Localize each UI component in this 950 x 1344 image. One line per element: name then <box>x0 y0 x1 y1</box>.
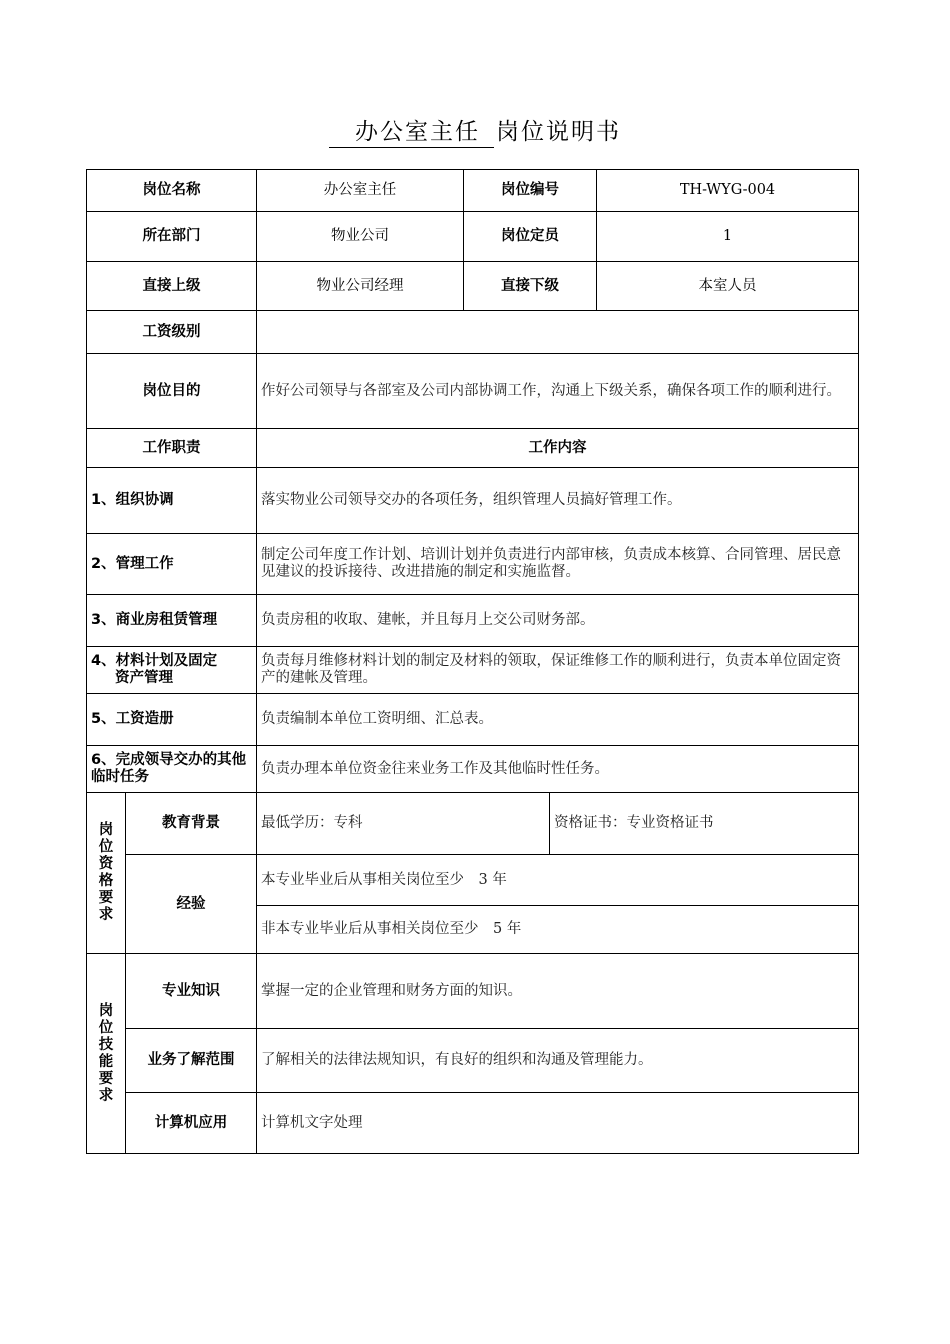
computer-value: 计算机文字处理 <box>257 1093 859 1154</box>
table-row <box>87 746 859 793</box>
duty-content: 落实物业公司领导交办的各项任务，组织管理人员搞好管理工作。 <box>257 468 859 534</box>
superior-value: 物业公司经理 <box>257 262 464 311</box>
department-label: 所在部门 <box>87 212 257 262</box>
table-row <box>87 855 859 906</box>
education-value: 最低学历：专科 <box>257 793 550 855</box>
purpose-value: 作好公司领导与各部室及公司内部协调工作，沟通上下级关系，确保各项工作的顺利进行。 <box>257 354 859 429</box>
education-label: 教育背景 <box>126 793 257 855</box>
table-row <box>87 954 859 1029</box>
position-name-value: 办公室主任 <box>257 170 464 212</box>
table-row <box>87 694 859 746</box>
skills-group-text: 岗位技能要求 <box>98 1002 114 1104</box>
qualification-group-label <box>87 793 126 954</box>
subordinate-value: 本室人员 <box>597 262 859 311</box>
position-name-label: 岗位名称 <box>87 170 257 212</box>
table-row <box>87 170 859 212</box>
table-row <box>87 311 859 354</box>
table-row <box>87 1029 859 1093</box>
business-scope-label: 业务了解范围 <box>126 1029 257 1093</box>
table-row <box>87 1093 859 1154</box>
business-scope-value: 了解相关的法律法规知识，有良好的组织和沟通及管理能力。 <box>257 1029 859 1093</box>
salary-grade-value <box>257 311 859 354</box>
title-suffix: 岗位说明书 <box>496 119 621 145</box>
document-title <box>0 113 950 148</box>
experience-label: 经验 <box>126 855 257 954</box>
table-row <box>87 354 859 429</box>
duty-title-line-2: 资产管理 <box>115 670 173 686</box>
department-value: 物业公司 <box>257 212 464 262</box>
duties-header-label: 工作职责 <box>87 429 257 468</box>
superior-label: 直接上级 <box>87 262 257 311</box>
position-code-label: 岗位编号 <box>464 170 597 212</box>
duty-title: 3、商业房租赁管理 <box>87 595 257 647</box>
headcount-value: 1 <box>597 212 859 262</box>
duty-title <box>87 647 257 694</box>
duty-content: 负责办理本单位资金往来业务工作及其他临时性任务。 <box>257 746 859 793</box>
position-code-value: TH-WYG-004 <box>597 170 859 212</box>
skills-group-label <box>87 954 126 1154</box>
duty-title: 6、完成领导交办的其他临时任务 <box>87 746 257 793</box>
experience-related: 本专业毕业后从事相关岗位至少 3 年 <box>257 855 859 906</box>
subordinate-label: 直接下级 <box>464 262 597 311</box>
table-row <box>87 468 859 534</box>
table-row <box>87 595 859 647</box>
duty-content: 负责编制本单位工资明细、汇总表。 <box>257 694 859 746</box>
duty-title: 1、组织协调 <box>87 468 257 534</box>
table-row <box>87 212 859 262</box>
duties-content-header: 工作内容 <box>257 429 859 468</box>
experience-unrelated: 非本专业毕业后从事相关岗位至少 5 年 <box>257 906 859 954</box>
title-position: 办公室主任 <box>329 113 494 148</box>
computer-label: 计算机应用 <box>126 1093 257 1154</box>
purpose-label: 岗位目的 <box>87 354 257 429</box>
duty-title: 2、管理工作 <box>87 534 257 595</box>
table-row <box>87 534 859 595</box>
salary-grade-label: 工资级别 <box>87 311 257 354</box>
table-row <box>87 793 859 855</box>
table-row <box>87 647 859 694</box>
duty-content: 负责每月维修材料计划的制定及材料的领取，保证维修工作的顺利进行，负责本单位固定资产的建帐及管理。 <box>257 647 859 694</box>
duty-title: 5、工资造册 <box>87 694 257 746</box>
duty-content: 制定公司年度工作计划、培训计划并负责进行内部审核，负责成本核算、合同管理、居民意见建议的投诉接待、改进措施的制定和实施监督。 <box>257 534 859 595</box>
knowledge-value: 掌握一定的企业管理和财务方面的知识。 <box>257 954 859 1029</box>
table-row <box>87 429 859 468</box>
qualification-group-text: 岗位资格要求 <box>98 822 114 923</box>
knowledge-label: 专业知识 <box>126 954 257 1029</box>
table-row <box>87 262 859 311</box>
headcount-label: 岗位定员 <box>464 212 597 262</box>
certificate-value: 资格证书：专业资格证书 <box>550 793 859 855</box>
duty-title-line-1: 4、材料计划及固定 <box>91 653 218 669</box>
duty-content: 负责房租的收取、建帐，并且每月上交公司财务部。 <box>257 595 859 647</box>
job-description-table <box>86 169 859 1154</box>
